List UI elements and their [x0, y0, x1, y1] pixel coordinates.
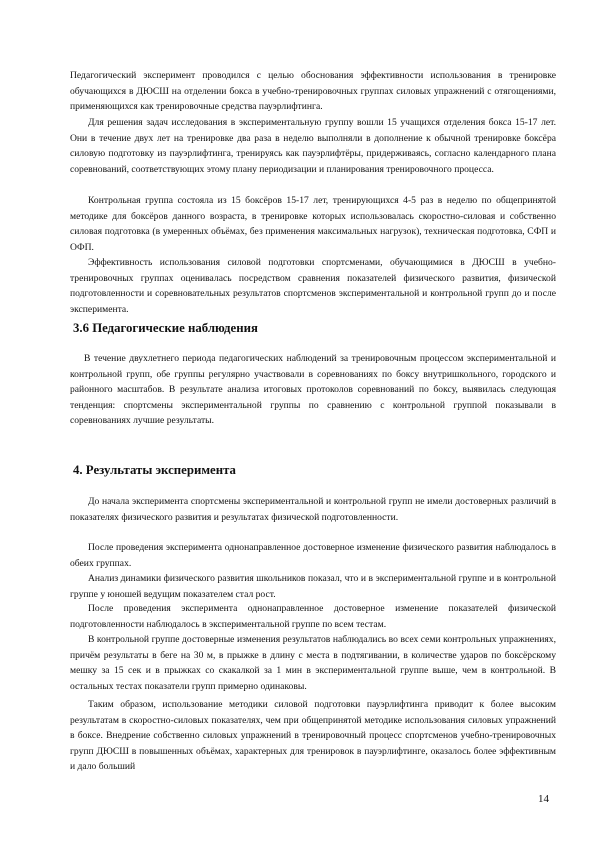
- paragraph-results-fitness: После проведения эксперимента однонаправленное достоверное изменение показателей физической подготовленности наблюдалось в экспериментальной группе по всем тестам.: [70, 603, 556, 630]
- paragraph-control-group: Контрольная группа состояла из 15 боксёров 15-17 лет, тренирующихся 4-5 раз в неделю по общепринятой методике для боксёров данного возраста, в тренировке которых использовалась скоростно-силовая и собственно силовая подготовка (в умеренных объёмах, без применения максимальных нагрузок), техническая подготовка, СФП и ОФП.: [70, 195, 556, 253]
- paragraph-effectiveness: Эффективность использования силовой подготовки спортсменами, обучающимися в ДЮСШ в учебно-тренировочных группах оценивалась посредством сравнения показателей физического развития, физической подготовленности и соревновательных результатов спортсменов экспериментальной и контрольной групп до и после эксперимента.: [70, 257, 556, 315]
- paragraph-results-before: До начала эксперимента спортсмены экспериментальной и контрольной групп не имели достоверных различий в показателях физического развития и результатах физической подготовленности.: [70, 496, 556, 523]
- paragraph-results-growth: Анализ динамики физического развития школьников показал, что и в экспериментальной группе и в контрольной группе у юношей ведущим показателем стал рост.: [70, 573, 556, 600]
- paragraph-observations: В течение двухлетнего периода педагогических наблюдений за тренировочным процессом экспериментальной и контрольной групп, обе группы регулярно участвовали в соревнованиях по боксу внутришкольного, городского и районного масштабов. В результате анализа итоговых протоколов соревнований по боксу, выявилась следующая тенденция: спортсмены экспериментальной группы по сравнению с контрольной группой показывали в соревнованиях лучшие результаты.: [70, 353, 556, 427]
- paragraph-conclusion: Таким образом, использование методики силовой подготовки пауэрлифтинга приводит к более высоким результатам в скоростно-силовых показателях, чем при общепринятой методике использования силовых упражнений в боксе. Внедрение собственно силовых упражнений в тренировочный процесс спортсменов учебно-тренировочных групп ДЮСШ в повышенных объёмах, характерных для тренировок в пауэрлифтинге, оказалось более эффективным и дало больший: [70, 699, 556, 773]
- section-heading-pedagogical-observations: 3.6 Педагогические наблюдения: [73, 321, 258, 335]
- paragraph-experiment-purpose: Педагогический эксперимент проводился с целью обоснования эффективности использования в тренировке обучающихся в ДЮСШ на отделении бокса в учебно-тренировочных группах силовых упражнений с отягощениями, применяющихся как тренировочные средства пауэрлифтинга.: [70, 70, 556, 113]
- page-number: 14: [538, 793, 549, 805]
- paragraph-experimental-group: Для решения задач исследования в экспериментальную группу вошли 15 учащихся отделения бокса 15-17 лет. Они в течение двух лет на тренировке два раза в неделю выполняли в дополнение к обычной тренировке боксёра силовую подготовку из пауэрлифтинга, тренируясь как пауэрлифтёры, придерживаясь, согласно календарного плана соревнований, соответствующих этому плану периодизации и планирования тренировочного процесса.: [70, 117, 556, 175]
- section-heading-experiment-results: 4. Результаты эксперимента: [73, 463, 236, 477]
- paragraph-results-control-group: В контрольной группе достоверные изменения результатов наблюдались во всех семи контрольных упражнениях, причём результаты в беге на 30 м, в прыжке в длину с места в подтягивании, в количестве ударов по боксёрскому мешку за 15 сек и в прыжках со скакалкой за 1 мин в экспериментальной группе выше, чем в контрольной. В остальных тестах показатели групп примерно одинаковы.: [70, 634, 556, 692]
- paragraph-results-physical-development: После проведения эксперимента однонаправленное достоверное изменение физического развития наблюдалось в обеих группах.: [70, 542, 556, 569]
